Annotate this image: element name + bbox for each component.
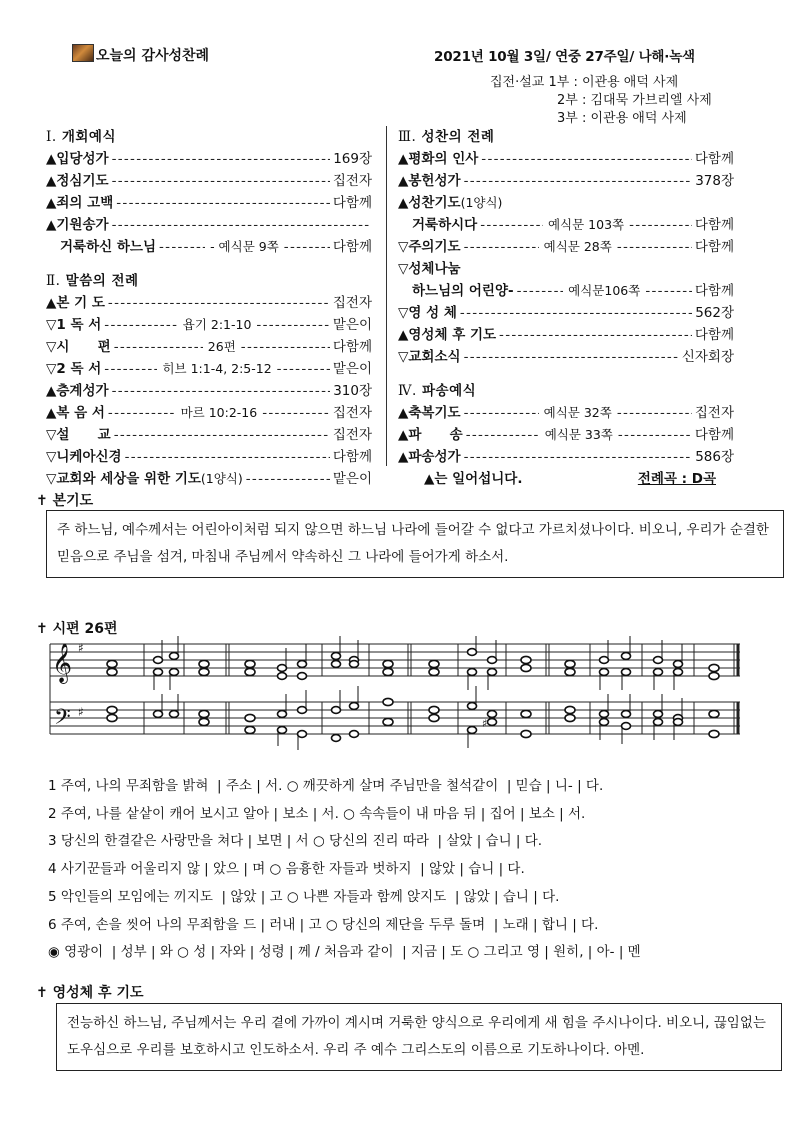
liturgy-item [398,402,734,424]
item-name: 니케아신경 [56,449,122,465]
item-name: 본 기 도 [56,295,105,311]
item-marker-icon: ▲ [398,405,409,421]
leader-dots [618,424,692,446]
item-marker-icon: ▲ [46,217,57,233]
item-detail: 예식문 32쪽 [543,405,612,420]
item-name: 봉헌성가 [408,173,461,189]
liturgy-item [46,314,372,336]
psalm-verse: ◉ 영광이 | 성부 | 와 ○ 성 | 자와 | 성령 | 께 / 처음과 같이 | 지금 | 도 ○ 그리고 영 | 원히, | 아- | 멘 [48,944,641,961]
item-detail: 예식문 103쪽 [547,217,625,232]
leader-dots [112,214,369,236]
section-numeral: Ⅲ. [398,129,417,145]
section-spacer [398,368,734,380]
leader-dots [114,336,203,358]
item-marker-icon: ▲ [46,295,57,311]
item-name: 층계성가 [56,383,109,399]
item-value: 맡은이 [332,317,373,333]
liturgy-item [398,214,734,236]
item-value: 맡은이 [332,361,372,377]
leader-dots [114,424,330,446]
leader-dots [108,292,330,314]
item-marker-icon: ▽ [46,449,57,465]
item-name: 평화의 인사 [408,151,479,167]
item-value: 310장 [333,383,372,399]
liturgy-item [46,170,372,192]
note-stems [154,636,682,750]
item-detail: 예식문 28쪽 [543,239,612,254]
item-form-note: (1양식) [200,471,243,486]
liturgy-item [398,280,734,302]
item-name: 영성체 후 기도 [408,327,497,343]
liturgy-item [46,148,372,170]
liturgy-item [398,302,734,324]
item-marker-icon: ▲ [46,405,57,421]
leader-dots [104,314,177,336]
leader-dots [262,402,330,424]
item-value: 378장 [695,173,734,189]
item-name: 2 독 서 [56,361,102,377]
liturgy-item [46,380,372,402]
item-marker-icon: ▽ [46,339,57,355]
leader-dots [617,236,692,258]
date-line: 2021년 10월 3일/ 연중 27주일/ 나해·녹색 [434,49,695,65]
section-numeral: Ⅱ. [46,273,61,289]
leader-dots [112,380,331,402]
item-name: 축복기도 [408,405,461,421]
collect-text: 주 하느님, 예수께서는 어린아이처럼 되지 않으면 하느님 나라에 들어갈 수 없다고 가르치셨나이다. 비오니, 우리가 순결한 믿음으로 주님을 섬겨, 마침내 주님께서 약속하신 그 나라에 들어가게 하소서. [57,522,769,565]
item-marker-icon: ▲ [46,151,57,167]
psalm-verse: 4 사기꾼들과 어울리지 않 | 았으 | 며 ○ 음흉한 자들과 벗하지 | 않았 | 습니 | 다. [48,861,525,878]
psalm-verse: 2 주여, 나를 샅샅이 캐어 보시고 알아 | 보소 | 서. ○ 속속들이 내 마음 뒤 | 집어 | 보소 | 서. [48,805,586,822]
liturgy-item [398,148,734,170]
item-value: 맡은이 [332,471,372,487]
bass-notes [107,698,719,741]
page-title: 오늘의 감사성찬례 [96,48,210,64]
celebrant-2: 2부 : 김대묵 가브리엘 사제 [557,93,712,108]
leader-dots [466,424,540,446]
item-value: 다함께 [332,195,372,211]
item-name: 파 송 [408,427,463,443]
item-value: 집전자 [332,173,372,189]
order-of-service-left [46,126,372,490]
liturgy-item [46,336,372,358]
liturgy-item [46,402,372,424]
leader-dots [499,324,692,346]
item-marker-icon: ▽ [398,305,409,321]
item-value: 신자회장 [681,349,734,365]
liturgy-item [46,192,372,214]
psalm-verses [48,773,641,967]
item-name: 기원송가 [56,217,109,233]
section-spacer [46,258,372,270]
psalm-verse: 3 당신의 한결같은 사랑만을 쳐다 | 보면 | 서 ○ 당신의 진리 따라 | 살았 | 습니 | 다. [48,833,543,850]
item-marker-icon: ▲ [398,151,409,167]
item-detail: - 예식문 9쪽 [210,239,279,254]
item-marker-icon: ▲ [398,427,409,443]
leader-dots [277,358,330,380]
item-marker-icon: ▲ [398,173,409,189]
item-value: 169장 [333,151,372,167]
item-detail: 26편 [207,339,236,354]
item-value: 다함께 [694,151,734,167]
section-heading [398,126,734,148]
leader-dots [629,214,692,236]
psalm-heading: ✝ 시편 26편 [36,621,118,637]
bass-sharp-icon: ♯ [78,705,84,719]
liturgy-item [398,170,734,192]
item-value: 집전자 [694,405,734,421]
leader-dots [159,236,205,258]
item-marker-icon: ▽ [46,317,57,333]
collect-heading: ✝ 본기도 [36,493,94,509]
item-marker-icon: ▲ [398,195,409,211]
item-marker-icon: ▽ [46,427,57,443]
item-detail: 욥기 2:1-10 [182,317,252,332]
collect-text-box [46,510,784,578]
section-numeral: Ⅰ. [46,129,57,145]
item-name: 주의기도 [408,239,461,255]
liturgy-item [46,468,372,490]
treble-sharp-icon: ♯ [78,641,84,655]
leader-dots [246,468,330,490]
bass-staff [50,702,740,734]
item-name: 성체나눔 [408,261,461,277]
leader-dots [481,148,692,170]
leader-dots [517,280,564,302]
item-value: 다함께 [332,339,373,355]
treble-clef-icon: 𝄞 [52,643,73,683]
leader-dots [256,314,329,336]
item-name: 하느님의 어린양- [412,283,514,299]
church-logo-image [72,44,94,62]
item-name: 성찬기도 [408,195,461,211]
leader-dots [464,236,539,258]
liturgy-item [46,358,372,380]
item-value: 다함께 [694,239,734,255]
sharp-accidental-icon: ♯ [482,717,488,730]
section-title: 말씀의 전례 [65,273,139,289]
item-detail: 예식문106쪽 [568,283,641,298]
postcommunion-heading: ✝ 영성체 후 기도 [36,985,144,1001]
liturgy-item [398,192,734,214]
liturgy-item [46,424,372,446]
item-value: 다함께 [694,283,735,299]
leader-dots [645,280,692,302]
liturgy-item [46,214,372,236]
item-marker-icon: ▽ [398,239,409,255]
postcommunion-text: 전능하신 하느님, 주님께서는 우리 곁에 가까이 계시며 거룩한 양식으로 우리에게 새 힘을 주시나이다. 비오니, 끊임없는 도우심으로 우리를 보호하시고 인도하소서. 우리 주 예수 그리스도의 이름으로 기도하나이다. 아멘. [67,1015,766,1058]
leader-dots [108,402,176,424]
liturgy-item [398,446,734,468]
section-heading [398,380,734,402]
item-marker-icon: ▽ [46,471,57,487]
item-name: 죄의 고백 [56,195,114,211]
item-marker-icon: ▲ [46,173,57,189]
item-value: 586장 [695,449,734,465]
leader-dots [617,402,692,424]
item-name: 파송성가 [408,449,461,465]
item-name: 복 음 서 [56,405,105,421]
item-name: 입당성가 [56,151,109,167]
item-value: 다함께 [694,327,734,343]
liturgy-item [398,346,734,368]
item-detail: 마르 10:2-16 [180,405,258,420]
item-value: 다함께 [332,239,372,255]
leader-dots [241,336,330,358]
psalm-verse: 5 악인들의 모임에는 끼지도 | 않았 | 고 ○ 나쁜 자들과 함께 앉지도 | 않았 | 습니 | 다. [48,888,560,905]
section-title: 파송예식 [421,383,477,399]
liturgy-item [46,292,372,314]
order-of-service-right [398,126,734,490]
leader-dots [480,214,543,236]
stand-note-row [398,468,734,490]
item-marker-icon: ▽ [398,349,409,365]
item-value: 다함께 [332,449,372,465]
leader-dots [464,170,693,192]
item-name: 정심기도 [56,173,109,189]
liturgy-item [398,324,734,346]
item-name: 시 편 [56,339,111,355]
item-marker-icon: ▽ [398,261,409,277]
item-marker-icon: ▲ [46,195,57,211]
item-marker-icon: ▲ [398,449,409,465]
liturgy-item [46,236,372,258]
section-numeral: Ⅳ. [398,383,417,399]
item-value: 562장 [695,305,734,321]
item-marker-icon: ▲ [398,327,409,343]
liturgy-item [398,424,734,446]
liturgy-item [398,258,734,280]
leader-dots [116,192,330,214]
section-heading [46,126,372,148]
liturgy-item [46,446,372,468]
item-form-note: (1양식) [460,195,503,210]
section-heading [46,270,372,292]
leader-dots [125,446,330,468]
liturgy-item [398,236,734,258]
leader-dots [112,148,331,170]
item-name: 영 성 체 [408,305,457,321]
item-value: 집전자 [332,295,372,311]
section-title: 개회예식 [61,129,116,145]
celebrant-3: 3부 : 이관용 애덕 사제 [557,111,687,126]
item-name: 설 교 [56,427,111,443]
psalm-verse: 6 주여, 손을 씻어 나의 무죄함을 드 | 러내 | 고 ○ 당신의 제단을 두루 돌며 | 노래 | 합니 | 다. [48,916,599,933]
treble-notes [107,649,719,680]
section-title: 성찬의 전례 [421,129,495,145]
item-marker-icon: ▽ [46,361,57,377]
chant-setting: 전례곡 : D곡 [637,471,716,487]
item-name: 거룩하신 하느님 [60,239,156,255]
bar-lines [50,644,738,734]
postcommunion-text-box [56,1003,782,1071]
item-name: 거룩하시다 [412,217,478,233]
item-value: 다함께 [694,427,734,443]
item-name: 교회소식 [408,349,461,365]
leader-dots [460,302,692,324]
stand-note: ▲는 일어섭니다. [424,471,523,487]
psalm-chant-score [44,636,744,752]
item-value: 다함께 [694,217,735,233]
item-marker-icon: ▲ [46,383,57,399]
item-value: 집전자 [332,427,372,443]
item-value: 집전자 [332,405,373,421]
celebrant-1: 집전·설교 1부 : 이관용 애덕 사제 [490,75,679,90]
item-name: 1 독 서 [56,317,102,333]
leader-dots [112,170,330,192]
bass-clef-icon: 𝄢 [54,705,71,735]
leader-dots [464,446,693,468]
column-divider [386,126,388,466]
psalm-verse: 1 주여, 나의 무죄함을 밝혀 | 주소 | 서. ○ 깨끗하게 살며 주님만을 철석같이 | 믿습 | 니- | 다. [48,778,604,794]
item-detail: 예식문 33쪽 [544,427,613,442]
item-detail: 히브 1:1-4, 2:5-12 [162,361,272,376]
leader-dots [464,402,539,424]
leader-dots [464,346,679,368]
item-name: 교회와 세상을 위한 기도 [56,471,201,487]
leader-dots [104,358,157,380]
leader-dots [284,236,330,258]
